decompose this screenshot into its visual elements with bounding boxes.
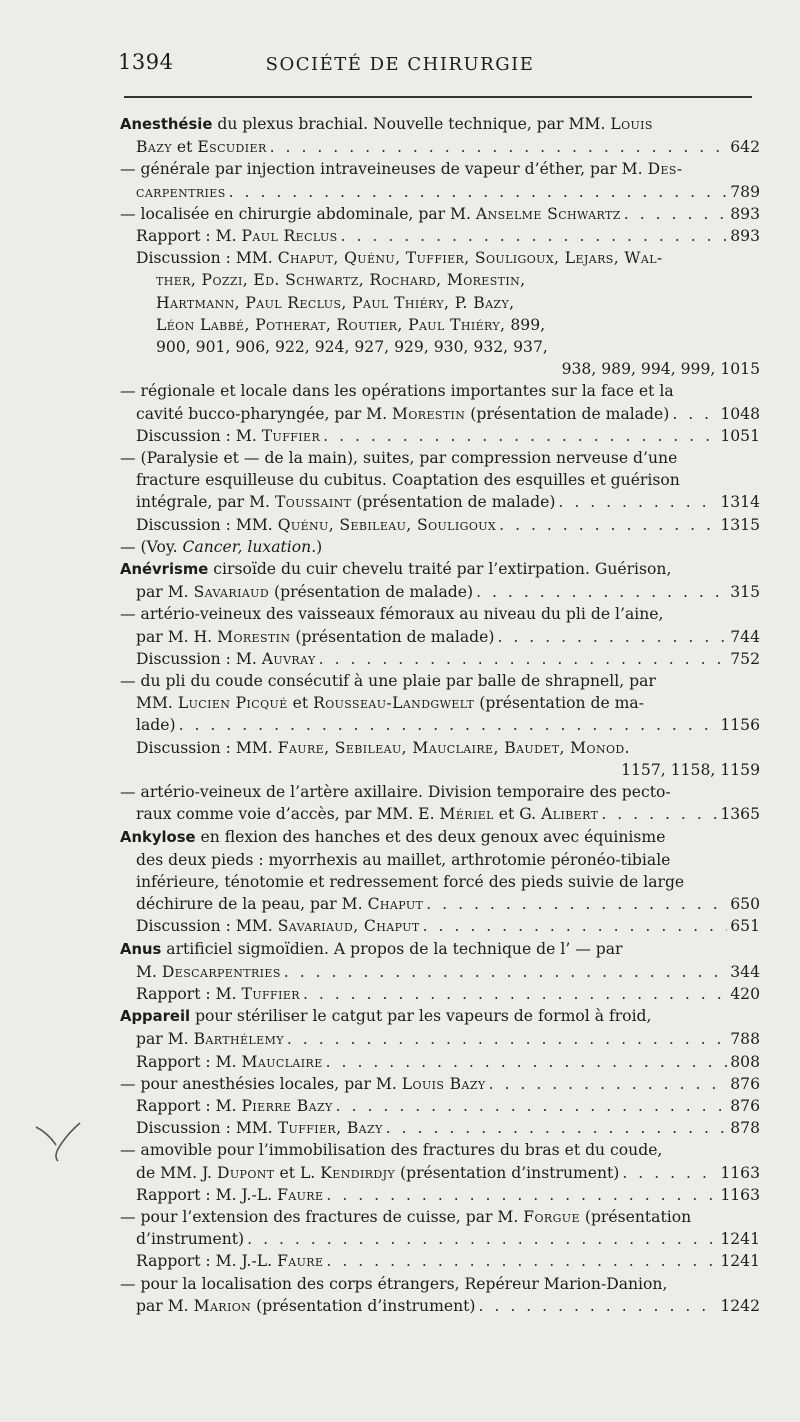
author-name: Savariaud, Chaput: [277, 917, 420, 936]
author-name: Pierre Bazy: [241, 1096, 333, 1115]
page-reference: 650: [730, 895, 760, 914]
leader-dots: [341, 225, 727, 247]
leader-dots: [284, 961, 727, 983]
author-name: Louis Bazy: [401, 1074, 486, 1093]
entry-text: [136, 1184, 323, 1206]
page-reference: 1163: [720, 1185, 760, 1204]
entry-text: [562, 360, 716, 378]
text-segment: — localisée en chirurgie abdominale, par M.: [120, 204, 476, 223]
entry-text: [136, 694, 644, 712]
header-rule: [124, 96, 752, 98]
author-name: Morestin: [217, 627, 291, 646]
leader-dots: [423, 915, 727, 937]
index-line: [120, 403, 760, 425]
author-name: Faure: [277, 1185, 324, 1204]
text-segment: (présentation: [579, 1207, 692, 1226]
leader-dots: [179, 714, 718, 736]
headword: Ankylose: [120, 828, 196, 846]
leader-dots: [319, 648, 727, 670]
page-reference: 1015: [720, 360, 760, 379]
author-name: Alibert: [541, 805, 599, 824]
entry-text: [120, 560, 671, 578]
page-reference: 808: [730, 1052, 760, 1071]
entry-text: [120, 1141, 662, 1159]
author-name: carpentries: [136, 182, 226, 201]
text-segment: et: [171, 138, 198, 157]
text-segment: 1157, 1158,: [621, 760, 716, 779]
author-name: Auvray: [261, 649, 316, 668]
index-line: [120, 269, 760, 291]
entry-text: [120, 605, 663, 623]
text-segment: déchirure de la peau, par M.: [136, 895, 368, 914]
leader-dots: [386, 1117, 727, 1139]
author-name: Tuffier, Bazy: [277, 1119, 383, 1138]
entry-text: [136, 1295, 476, 1317]
author-name: Faure: [277, 1252, 324, 1271]
index-line: [120, 581, 760, 603]
text-segment: ): [316, 537, 323, 556]
index-line: [120, 469, 760, 491]
text-segment: cirsoïde du cuir chevelu traité par l’extirpation. Guérison,: [208, 560, 672, 579]
leader-dots: [303, 983, 727, 1005]
leader-dots: [479, 1295, 718, 1317]
author-name: Savariaud: [193, 583, 270, 602]
text-segment: des deux pieds : myorrhexis au maillet, arthrotomie péronéo-tibiale: [136, 850, 671, 869]
entry-text: [120, 1073, 486, 1095]
page-reference: 1156: [720, 716, 760, 735]
page-reference: 315: [730, 583, 760, 602]
entry-text: [136, 739, 630, 757]
author-name: Anselme Schwartz: [475, 204, 621, 223]
index-line: [120, 1095, 760, 1117]
index-line: [120, 803, 760, 825]
entry-text: [136, 626, 494, 648]
text-segment: Rapport : M. J.-L.: [136, 1252, 278, 1271]
text-segment: 938, 989, 994, 999,: [561, 360, 716, 379]
entry-text: [136, 983, 300, 1005]
entry-text: [120, 382, 674, 400]
leader-dots: [476, 581, 727, 603]
index-line: [120, 1117, 760, 1139]
text-segment: Rapport : M.: [136, 984, 242, 1003]
index-line: [120, 893, 760, 915]
text-segment: et: [287, 694, 314, 713]
entry-text: [120, 1275, 667, 1293]
entry-text: [136, 961, 281, 983]
entry-text: [136, 1228, 244, 1250]
index-line: [120, 536, 760, 558]
leader-dots: [622, 1162, 717, 1184]
leader-dots: [558, 491, 717, 513]
entry-text: [120, 115, 653, 133]
index-line: [120, 1028, 760, 1050]
text-segment: Discussion : M.: [136, 426, 262, 445]
index-line: [120, 1162, 760, 1184]
index-line: [120, 781, 760, 803]
text-segment: Discussion : M.: [136, 649, 262, 668]
author-name: Descarpentries: [161, 962, 281, 981]
headword: Anévrisme: [120, 561, 209, 579]
text-segment: MM.: [136, 694, 178, 713]
index-line: [120, 336, 760, 358]
index-line: [120, 203, 760, 225]
entry-text: [136, 581, 473, 603]
author-name: Lucien Picqué: [177, 694, 288, 713]
page-reference: 1365: [720, 805, 760, 824]
text-segment: et G.: [493, 805, 542, 824]
running-title: SOCIÉTÉ DE CHIRURGIE: [265, 54, 535, 75]
index-line: [120, 961, 760, 983]
text-segment: — (Paralysie et — de la main), suites, par compression nerveuse d’une: [120, 449, 678, 468]
author-name: Paul Reclus: [241, 227, 338, 246]
entry-text: [136, 714, 176, 736]
text-segment: — pour la localisation des corps étrangers, Repéreur Marion-Danion,: [120, 1274, 668, 1293]
leader-dots: [426, 893, 727, 915]
entry-text: [136, 915, 420, 937]
index-line: [120, 1228, 760, 1250]
page-reference: 893: [730, 204, 760, 223]
author-name: Marion: [193, 1296, 252, 1315]
page-reference: 876: [730, 1096, 760, 1115]
text-segment: Rapport : M.: [136, 1052, 242, 1071]
index-line: [120, 1139, 760, 1161]
author-name: ther, Pozzi, Ed. Schwartz, Rochard, Morestin,: [156, 271, 526, 290]
index-line: [120, 915, 760, 937]
leader-dots: [601, 803, 717, 825]
text-segment: par M.: [136, 1030, 194, 1049]
entry-text: [120, 828, 665, 846]
author-name: Kendirdjy: [320, 1163, 396, 1182]
leader-dots: [229, 181, 727, 203]
page-reference: 344: [730, 962, 760, 981]
author-name: Bazy: [136, 138, 172, 157]
author-name: Tuffier: [261, 426, 321, 445]
text-segment: pour stériliser le catgut par les vapeurs de formol à froid,: [190, 1007, 652, 1026]
index-line: [120, 692, 760, 714]
leader-dots: [672, 403, 717, 425]
entry-text: [120, 449, 677, 467]
entry-text: [136, 136, 267, 158]
entry-text: [136, 873, 684, 891]
handwritten-margin-mark: [30, 1115, 90, 1165]
entry-text: [120, 783, 671, 801]
text-segment: 899,: [505, 315, 546, 334]
text-segment: (présentation de ma-: [474, 694, 645, 713]
index-line: [120, 358, 760, 380]
text-segment: fracture esquilleuse du cubitus. Coaptation des esquilles et guérison: [136, 471, 680, 490]
leader-dots: [624, 203, 727, 225]
entry-text: [156, 316, 545, 334]
leader-dots: [287, 1028, 727, 1050]
text-segment: intégrale, par M.: [136, 493, 275, 512]
index-line: [120, 670, 760, 692]
index-line: [120, 714, 760, 736]
headword: Anesthésie: [120, 116, 213, 133]
page-reference: 642: [730, 138, 760, 157]
page-reference: 1163: [720, 1163, 760, 1182]
text-segment: M.: [136, 962, 162, 981]
text-segment: du plexus brachial. Nouvelle technique, par MM.: [212, 115, 611, 133]
text-segment: 900, 901, 906, 922, 924, 927, 929, 930, 932, 937,: [156, 338, 548, 357]
entry-text: [120, 1007, 652, 1025]
text-segment: Cancer, luxation.: [182, 537, 317, 556]
text-segment: Discussion : MM.: [136, 1119, 278, 1138]
text-segment: Discussion : MM.: [136, 249, 278, 268]
text-segment: par M.: [136, 1296, 194, 1315]
headword: Appareil: [120, 1008, 191, 1026]
entry-text: [136, 471, 680, 489]
leader-dots: [497, 626, 727, 648]
text-segment: — pour anesthésies locales, par M.: [120, 1074, 402, 1093]
index-line: [120, 648, 760, 670]
leader-dots: [270, 136, 727, 158]
author-name: Toussaint: [274, 493, 352, 512]
entry-text: [120, 672, 656, 690]
entry-text: [120, 203, 621, 225]
index-line: [120, 225, 760, 247]
entry-text: [136, 1162, 619, 1184]
entry-text: [621, 761, 715, 779]
leader-dots: [326, 1184, 717, 1206]
index-line: [120, 425, 760, 447]
text-segment: — pour l’extension des fractures de cuisse, par M.: [120, 1207, 524, 1226]
index-line: [120, 871, 760, 893]
leader-dots: [499, 514, 717, 536]
index-line: [120, 938, 760, 961]
entry-text: [136, 181, 226, 203]
leader-dots: [323, 425, 717, 447]
text-segment: — artério-veineux de l’artère axillaire. Division temporaire des pecto-: [120, 783, 671, 802]
author-name: Tuffier: [241, 984, 300, 1003]
text-segment: (présentation de malade): [465, 404, 670, 423]
author-name: Barthélemy: [193, 1030, 284, 1049]
leader-dots: [326, 1051, 727, 1073]
index-line: [120, 1073, 760, 1095]
index-line: [120, 136, 760, 158]
page-reference: 752: [730, 649, 760, 668]
index-line: [120, 1206, 760, 1228]
author-name: Dupont: [216, 1163, 275, 1182]
entry-text: [120, 538, 322, 556]
entry-text: [120, 160, 683, 178]
index-line: [120, 849, 760, 871]
entry-text: [136, 648, 316, 670]
text-segment: Discussion : MM.: [136, 738, 278, 757]
page-reference: 651: [730, 917, 760, 936]
index-line: [120, 447, 760, 469]
page-reference: 1048: [720, 404, 760, 423]
page-reference: 1051: [720, 426, 760, 445]
text-segment: Discussion : MM.: [136, 917, 278, 936]
author-name: Chaput, Quénu, Tuffier, Souligoux, Lejars, Wal-: [277, 249, 663, 268]
page-reference: 788: [730, 1030, 760, 1049]
text-segment: — (Voy.: [120, 537, 183, 556]
author-name: Chaput: [367, 895, 424, 914]
text-segment: Rapport : M.: [136, 227, 242, 246]
page-reference: 1241: [720, 1230, 760, 1249]
entry-text: [136, 1051, 323, 1073]
author-name: Rousseau-Landgwelt: [313, 694, 475, 713]
entry-text: [156, 294, 514, 312]
index-line: [120, 626, 760, 648]
page-reference: 878: [730, 1119, 760, 1138]
headword: Anus: [120, 940, 162, 958]
text-segment: cavité bucco-pharyngée, par M.: [136, 404, 392, 423]
author-name: Léon Labbé, Potherat, Routier, Paul Thiéry,: [156, 315, 506, 334]
index-line: [120, 737, 760, 759]
entry-text: [136, 1117, 383, 1139]
leader-dots: [247, 1228, 717, 1250]
index-line: [120, 514, 760, 536]
page-reference: 1241: [720, 1252, 760, 1271]
text-segment: artificiel sigmoïdien. A propos de la technique de l’ — par: [161, 939, 623, 958]
page-reference: 744: [730, 627, 760, 646]
author-name: Des-: [647, 160, 683, 179]
text-segment: — artério-veineux des vaisseaux fémoraux au niveau du pli de l’aine,: [120, 605, 664, 624]
author-name: Quénu, Sebileau, Souligoux: [277, 515, 497, 534]
text-segment: (présentation d’instrument): [395, 1163, 620, 1182]
entry-text: [136, 225, 338, 247]
text-segment: — du pli du coude consécutif à une plaie par balle de shrapnell, par: [120, 672, 656, 691]
page-reference: 893: [730, 227, 760, 246]
author-name: Forgue: [523, 1207, 580, 1226]
entry-text: [136, 893, 423, 915]
text-segment: par M.: [136, 583, 194, 602]
author-name: Morestin: [391, 404, 466, 423]
entry-text: [136, 514, 496, 536]
page-reference: 1314: [720, 493, 760, 512]
leader-dots: [336, 1095, 727, 1117]
text-segment: (présentation de malade): [269, 583, 474, 602]
author-name: Faure, Sebileau, Mauclaire, Baudet, Monod.: [277, 738, 630, 757]
index-line: [120, 314, 760, 336]
entry-text: [136, 803, 598, 825]
author-name: Mériel: [439, 805, 494, 824]
entry-text: [136, 1028, 284, 1050]
text-segment: lade): [136, 716, 176, 735]
index-line: [120, 1005, 760, 1028]
leader-dots: [326, 1250, 717, 1272]
author-name: Escudier: [197, 138, 267, 157]
index-line: [120, 181, 760, 203]
index-line: [120, 1184, 760, 1206]
text-segment: — régionale et locale dans les opérations importantes sur la face et la: [120, 382, 674, 401]
index-line: [120, 113, 760, 136]
entry-text: [156, 338, 548, 356]
text-segment: — amovible pour l’immobilisation des fractures du bras et du coude,: [120, 1141, 663, 1160]
index-list: [120, 113, 760, 1317]
page-reference: 789: [730, 182, 760, 201]
index-line: [120, 1250, 760, 1272]
text-segment: (présentation de malade): [290, 627, 495, 646]
index-line: [120, 558, 760, 581]
index-line: [120, 759, 760, 781]
entry-text: [136, 249, 663, 267]
entry-text: [136, 1250, 323, 1272]
entry-text: [136, 425, 320, 447]
text-segment: inférieure, ténotomie et redressement forcé des pieds suivie de large: [136, 872, 685, 891]
text-segment: Discussion : MM.: [136, 515, 278, 534]
entry-text: [136, 1095, 333, 1117]
text-segment: en flexion des hanches et des deux genoux avec équinisme: [195, 827, 666, 846]
text-segment: Rapport : M.: [136, 1096, 242, 1115]
page-reference: 1315: [720, 515, 760, 534]
index-line: [120, 1051, 760, 1073]
text-segment: de MM. J.: [136, 1163, 217, 1182]
entry-text: [156, 271, 526, 289]
index-line: [120, 1273, 760, 1295]
text-segment: raux comme voie d’accès, par MM. E.: [136, 805, 440, 824]
index-line: [120, 292, 760, 314]
text-segment: par M. H.: [136, 627, 218, 646]
entry-text: [136, 403, 669, 425]
text-segment: (présentation de malade): [351, 493, 556, 512]
index-line: [120, 826, 760, 849]
page-header: [0, 48, 800, 88]
page-reference: 1242: [720, 1296, 760, 1315]
index-line: [120, 983, 760, 1005]
index-line: [120, 380, 760, 402]
text-segment: et L.: [274, 1163, 321, 1182]
index-line: [120, 491, 760, 513]
text-segment: (présentation d’instrument): [251, 1296, 476, 1315]
author-name: Hartmann, Paul Reclus, Paul Thiéry, P. Bazy,: [156, 293, 515, 312]
author-name: Mauclaire: [241, 1052, 323, 1071]
text-segment: d’instrument): [136, 1230, 245, 1249]
index-line: [120, 158, 760, 180]
page-number: 1394: [118, 50, 174, 74]
page-reference: 1159: [720, 760, 760, 779]
text-segment: — générale par injection intraveineuses de vapeur d’éther, par M.: [120, 160, 648, 179]
leader-dots: [489, 1073, 727, 1095]
page-reference: 876: [730, 1074, 760, 1093]
page-reference: 420: [730, 984, 760, 1003]
entry-text: [120, 1208, 691, 1226]
index-line: [120, 1295, 760, 1317]
author-name: Louis: [610, 115, 653, 133]
index-line: [120, 603, 760, 625]
entry-text: [136, 491, 555, 513]
text-segment: Rapport : M. J.-L.: [136, 1185, 278, 1204]
index-line: [120, 247, 760, 269]
entry-text: [136, 851, 670, 869]
entry-text: [120, 940, 623, 958]
